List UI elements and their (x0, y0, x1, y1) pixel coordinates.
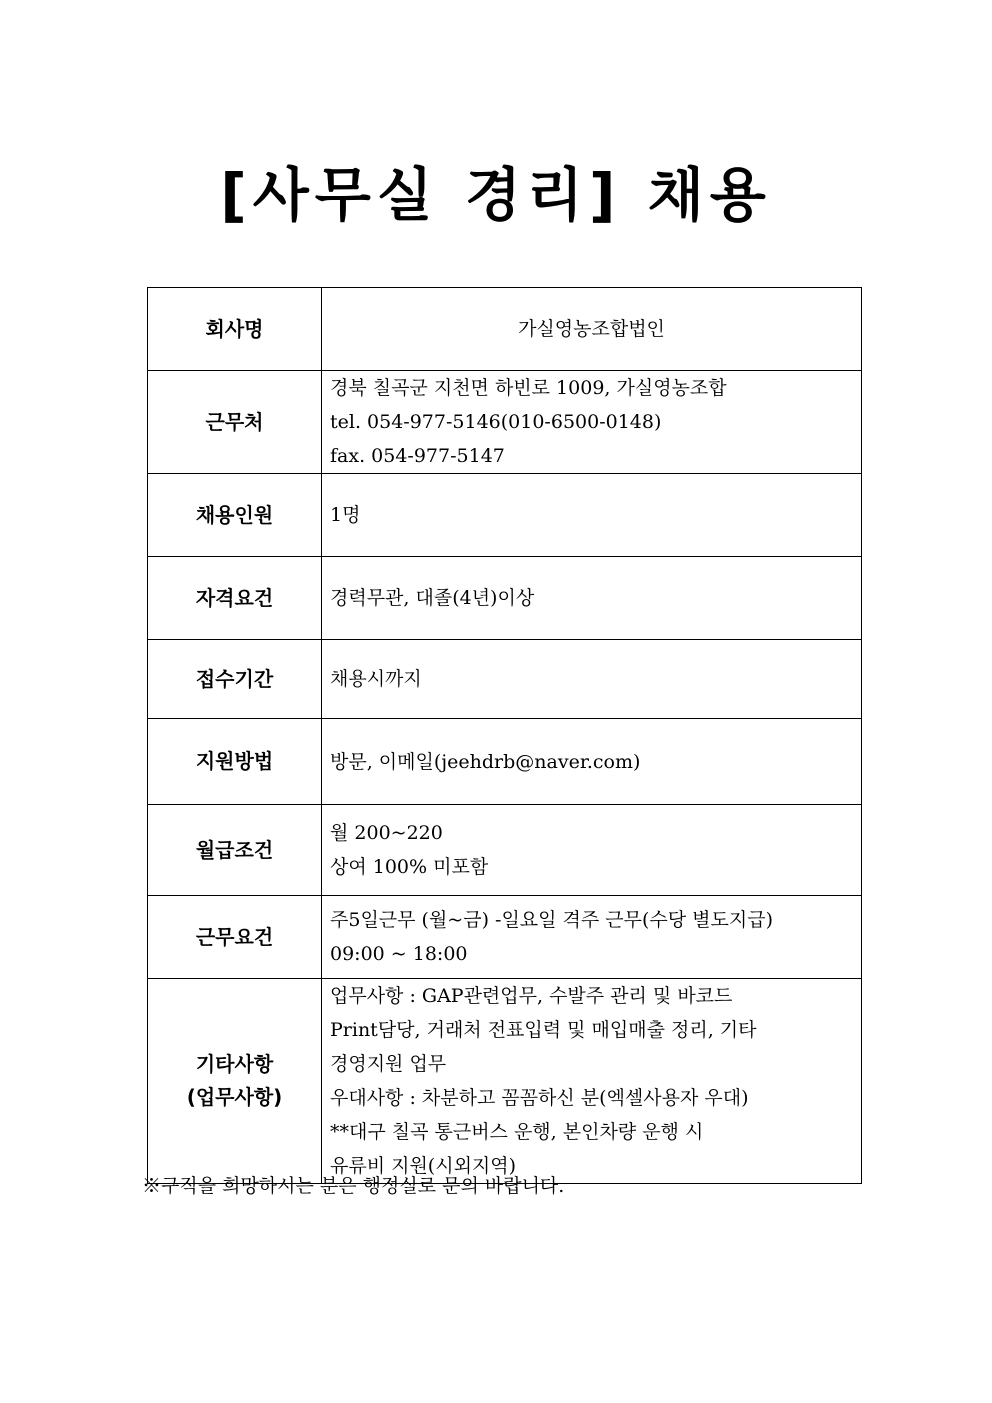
value-line: 업무사항 : GAP관련업무, 수발주 관리 및 바코드 (330, 985, 733, 1007)
job-info-table (147, 287, 862, 1184)
row-salary (148, 805, 862, 896)
label-headcount: 채용인원 (148, 474, 322, 557)
value-line: 가실영농조합법인 (518, 318, 665, 340)
value-line: 주5일근무 (월~금) -일요일 격주 근무(수당 별도지급) (330, 909, 774, 931)
value-workplace (322, 371, 862, 474)
label-workplace: 근무처 (148, 371, 322, 474)
label-salary: 월급조건 (148, 805, 322, 896)
value-line: 경북 칠곡군 지천면 하빈로 1009, 가실영농조합 (330, 377, 727, 399)
value-salary (322, 805, 862, 896)
page-title: [사무실 경리] 채용 (220, 161, 772, 229)
value-line: 월 200~220 (330, 822, 443, 844)
value-line: 경력무관, 대졸(4년)이상 (330, 587, 535, 609)
label-line: (업무사항) (186, 1085, 283, 1109)
value-line: 유류비 지원(시외지역) (330, 1155, 517, 1177)
label-application-period: 접수기간 (148, 640, 322, 719)
row-application-period (148, 640, 862, 719)
value-other (322, 979, 862, 1184)
value-qualification (322, 557, 862, 640)
row-working-conditions (148, 896, 862, 979)
footnote: ※구직을 희망하시는 분은 행정실로 문의 바랍니다. (142, 1175, 565, 1197)
value-line: fax. 054-977-5147 (330, 445, 505, 467)
row-headcount (148, 474, 862, 557)
row-application-method (148, 719, 862, 805)
value-line: 경영지원 업무 (330, 1053, 447, 1075)
value-line: 방문, 이메일(jeehdrb@naver.com) (330, 750, 641, 773)
label-qualification: 자격요건 (148, 557, 322, 640)
value-line: 채용시까지 (330, 668, 422, 690)
label-application-method: 지원방법 (148, 719, 322, 805)
value-line: 1명 (330, 504, 361, 526)
value-line: Print담당, 거래처 전표입력 및 매입매출 정리, 기타 (330, 1019, 757, 1041)
row-qualification (148, 557, 862, 640)
row-company (148, 288, 862, 371)
value-line: tel. 054-977-5146(010-6500-0148) (330, 411, 662, 433)
label-line: 기타사항 (195, 1052, 274, 1076)
value-line: 09:00 ~ 18:00 (330, 943, 468, 965)
value-line: 우대사항 : 차분하고 꼼꼼하신 분(엑셀사용자 우대) (330, 1087, 749, 1109)
value-headcount (322, 474, 862, 557)
row-other (148, 979, 862, 1184)
value-line: **대구 칠곡 통근버스 운행, 본인차량 운행 시 (330, 1121, 704, 1143)
label-company: 회사명 (148, 288, 322, 371)
value-application-method (322, 719, 862, 805)
value-application-period (322, 640, 862, 719)
value-company (322, 288, 862, 371)
label-working-conditions: 근무요건 (148, 896, 322, 979)
row-workplace (148, 371, 862, 474)
value-line: 상여 100% 미포함 (330, 856, 489, 878)
value-working-conditions (322, 896, 862, 979)
label-other (148, 979, 322, 1184)
